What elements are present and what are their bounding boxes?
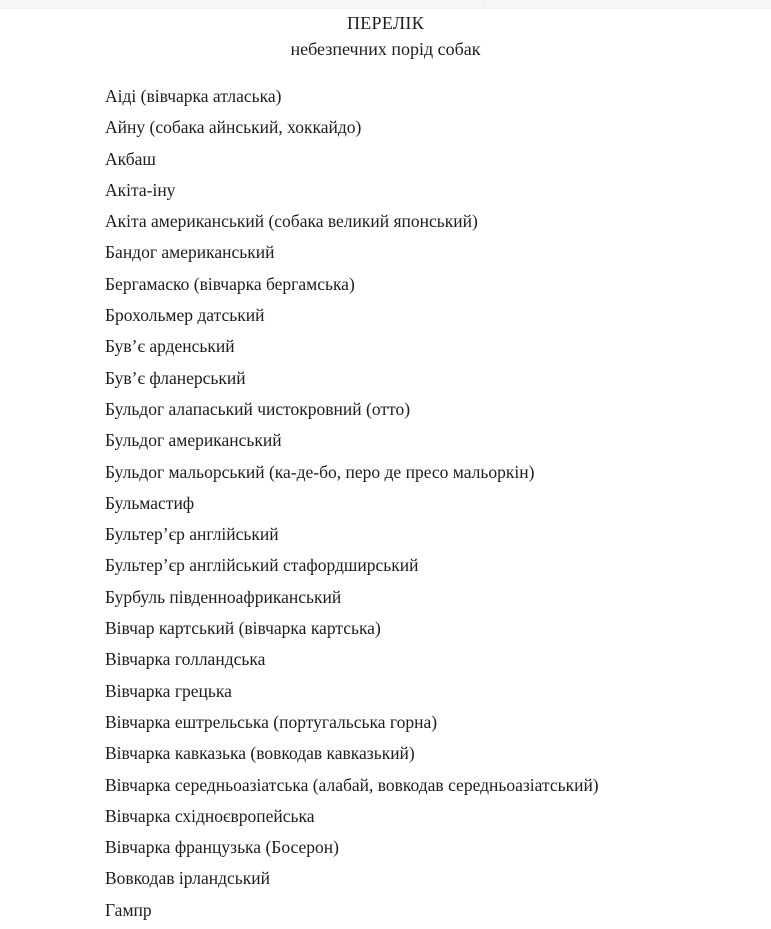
breed-list-item: Вівчарка французька (Босерон)	[105, 837, 339, 858]
breed-list-item: Вівчарка кавказька (вовкодав кавказький)	[105, 743, 415, 764]
breed-list-item: Айну (собака айнський, хоккайдо)	[105, 117, 362, 138]
breed-list-item: Бандог американський	[105, 242, 275, 263]
breed-list-item: Бультер’єр англійський	[105, 524, 279, 545]
breed-list-item: Брохольмер датський	[105, 305, 265, 326]
breed-list-item: Бультер’єр англійський стафордширський	[105, 555, 419, 576]
breed-list-item: Вівчарка середньоазіатська (алабай, вовкодав середньоазіатський)	[105, 774, 599, 795]
breed-list-item: Бульмастиф	[105, 492, 195, 513]
document-subtitle: небезпечних порід собак	[290, 39, 481, 59]
dangerous-breeds-list	[0, 81, 771, 926]
breed-list-item: Акіта американський (собака великий японський)	[105, 211, 478, 232]
breed-list-item: Був’є арденський	[105, 336, 235, 357]
top-edge-strip	[0, 0, 771, 9]
breed-list-item: Бурбуль південноафриканський	[105, 586, 342, 607]
breed-list-item: Бульдог мальорський (ка-де-бо, перо де пресо мальоркін)	[105, 461, 535, 482]
breed-list-item: Вовкодав ірландський	[105, 868, 270, 889]
document-title: ПЕРЕЛІК	[346, 13, 425, 33]
breed-list-item: Бульдог алапаський чистокровний (отто)	[105, 398, 411, 419]
breed-list-item: Акбаш	[105, 148, 156, 169]
breed-list-item: Гампр	[105, 899, 152, 920]
breed-list-item: Вівчар картський (вівчарка картська)	[105, 618, 381, 639]
document-header	[0, 10, 771, 62]
breed-list-item: Вівчарка грецька	[105, 680, 232, 701]
breed-list-item: Бергамаско (вівчарка бергамська)	[105, 273, 355, 294]
breed-list-item: Вівчарка ештрельська (португальська горна)	[105, 711, 438, 732]
breed-list-item: Аіді (вівчарка атласька)	[105, 86, 282, 106]
breed-list-item: Бульдог американський	[105, 430, 282, 451]
breed-list-item: Акіта-іну	[105, 179, 176, 200]
breed-list-item: Був’є фланерський	[105, 367, 246, 388]
breed-list-item: Вівчарка східноєвропейська	[105, 805, 315, 826]
breed-list-item: Вівчарка голландська	[105, 649, 266, 670]
top-strip-seam	[484, 0, 485, 8]
